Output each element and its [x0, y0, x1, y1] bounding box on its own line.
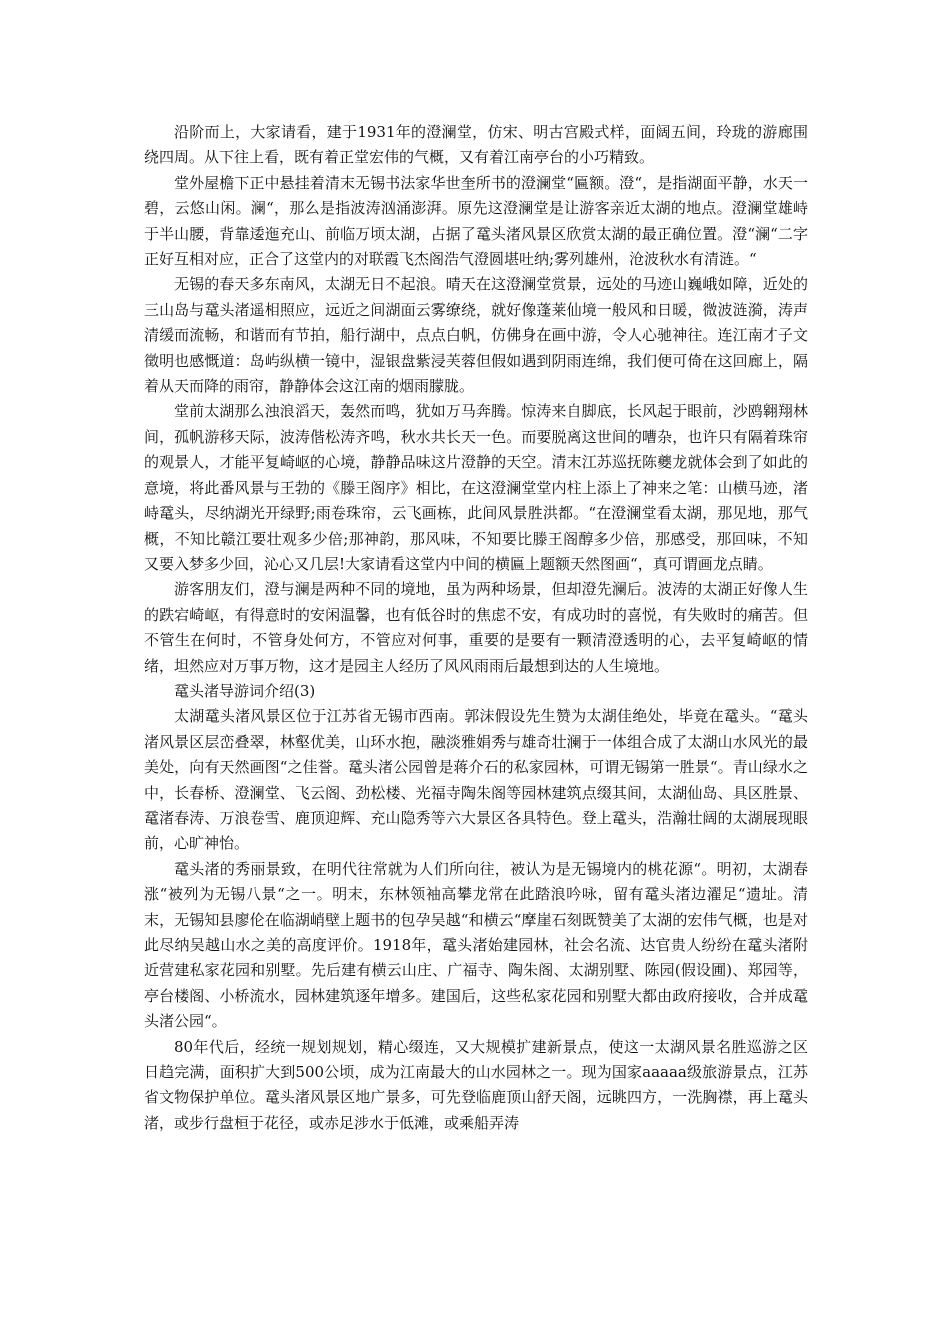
section-heading: 鼋头渚导游词介绍(3): [174, 681, 316, 700]
paragraph: 游客朋友们，澄与澜是两种不同的境地，虽为两种场景，但却澄先澜后。波涛的太湖正好像人生的跌宕崎岖，有得意时的安闲温馨，也有低谷时的焦虑不安，有成功时的喜悦，有失败时的痛苦。但不管生在何时，不管身处何方，不管应对何事，重要的是要有一颗清澄透明的心，去平复崎岖的情绪，坦然应对万事万物，这才是园主人经历了风风雨雨后最想到达的人生境地。: [144, 580, 808, 675]
paragraph: 堂前太湖那么浊浪滔天，轰然而鸣，犹如万马奔腾。惊涛来自脚底，长风起于眼前，沙鸥翱翔林间，孤帆游移天际，波涛偕松涛齐鸣，秋水共长天一色。而要脱离这世间的嘈杂，也许只有隔着珠帘的观景人，才能平复崎岖的心境，静静品味这片澄静的天空。清末江苏巡抚陈夔龙就体会到了如此的意境，将此番风景与王勃的《滕王阁序》相比，在这澄澜堂堂内柱上添上了神来之笔：山横马迹，渚峙鼋头，尽纳湖光开绿野;雨卷珠帘，云飞画栋，此间风景胜洪都。“在澄澜堂看太湖，那见地，那气概，不知比赣江要壮观多少倍;那神韵，那风味，不知要比滕王阁醇多少倍，那感受，那回味，不知又要入梦多少回，沁心又几层!大家请看这堂内中间的横匾上题额天然图画“，真可谓画龙点睛。: [144, 402, 808, 573]
paragraph: 80年代后，经统一规划规划，精心缀连，又大规模扩建新景点，使这一太湖风景名胜巡游之区日趋完满，面积扩大到500公顷，成为江南最大的山水园林之一。现为国家aaaaa级旅游景点，江苏省文物保护单位。鼋头渚风景区地广景多，可先登临鹿顶山舒天阁，远眺四方，一洗胸襟，再上鼋头渚，或步行盘桓于花径，或赤足涉水于低滩，或乘船弄涛: [144, 1037, 808, 1132]
paragraph: 堂外屋檐下正中悬挂着清末无锡书法家华世奎所书的澄澜堂“匾额。澄“，是指湖面平静，水天一碧，云悠山闲。澜“，那么是指波涛汹涌澎湃。原先这澄澜堂是让游客亲近太湖的地点。澄澜堂雄峙于半山腰，背靠逶迤充山、前临万顷太湖，占据了鼋头渚风景区欣赏太湖的最正确位置。澄“澜“二字正好互相对应，正合了这堂内的对联霞飞杰阁浩气澄圆堪吐纳;雾列雄州，沧波秋水有清涟。“: [144, 173, 808, 269]
paragraph: 无锡的春天多东南风，太湖无日不起浪。晴天在这澄澜堂赏景，远处的马迹山巍峨如障，近处的三山岛与鼋头渚遥相照应，远近之间湖面云雾缭绕，就好像蓬莱仙境一般风和日暖，微波涟漪，涛声清缓而流畅，和谐而有节拍，船行湖中，点点白帆，仿佛身在画中游，令人心驰神往。连江南才子文徵明也感慨道：岛屿纵横一镜中，湿银盘紫浸芙蓉但假如遇到阴雨连绵，我们便可倚在这回廊上，隔着从天而降的雨帘，静静体会这江南的烟雨朦胧。: [144, 275, 808, 396]
paragraph: 太湖鼋头渚风景区位于江苏省无锡市西南。郭沫假设先生赞为太湖佳绝处，毕竟在鼋头。“鼋头渚风景区层峦叠翠，林壑优美，山环水抱，融淡雅娟秀与雄奇壮澜于一体组合成了太湖山水风光的最美处，向有天然画图“之佳誉。鼋头渚公园曾是蒋介石的私家园林，可谓无锡第一胜景“。青山绿水之中，长春桥、澄澜堂、飞云阁、劲松楼、光福寺陶朱阁等园林建筑点缀其间，太湖仙岛、具区胜景、鼋渚春涛、万浪卷雪、鹿顶迎辉、充山隐秀等六大景区各具特色。登上鼋头，浩瀚壮阔的太湖展现眼前，心旷神怡。: [144, 707, 808, 853]
paragraph: 鼋头渚的秀丽景致，在明代往常就为人们所向往，被认为是无锡境内的桃花源“。明初，太湖春涨“被列为无锡八景“之一。明末，东林领袖高攀龙常在此踏浪吟咏，留有鼋头渚边濯足“遗址。清末，无锡知县廖伦在临湖峭壁上题书的包孕吴越“和横云“摩崖石刻既赞美了太湖的宏伟气概，也是对此尽纳吴越山水之美的高度评价。1918年，鼋头渚始建园林，社会名流、达官贵人纷纷在鼋头渚附近营建私家花园和别墅。先后建有横云山庄、广福寺、陶朱阁、太湖别墅、陈园(假设圃)、郑园等，亭台楼阁、小桥流水，园林建筑逐年增多。建国后，这些私家花园和别墅大都由政府接收，合并成鼋头渚公园“。: [144, 859, 808, 1031]
paragraph: 沿阶而上，大家请看，建于1931年的澄澜堂，仿宋、明古宫殿式样，面阔五间，玲珑的游廊围绕四周。从下往上看，既有着正堂宏伟的气概，又有着江南亭台的小巧精致。: [144, 123, 808, 167]
document-page: [144, 120, 808, 1136]
